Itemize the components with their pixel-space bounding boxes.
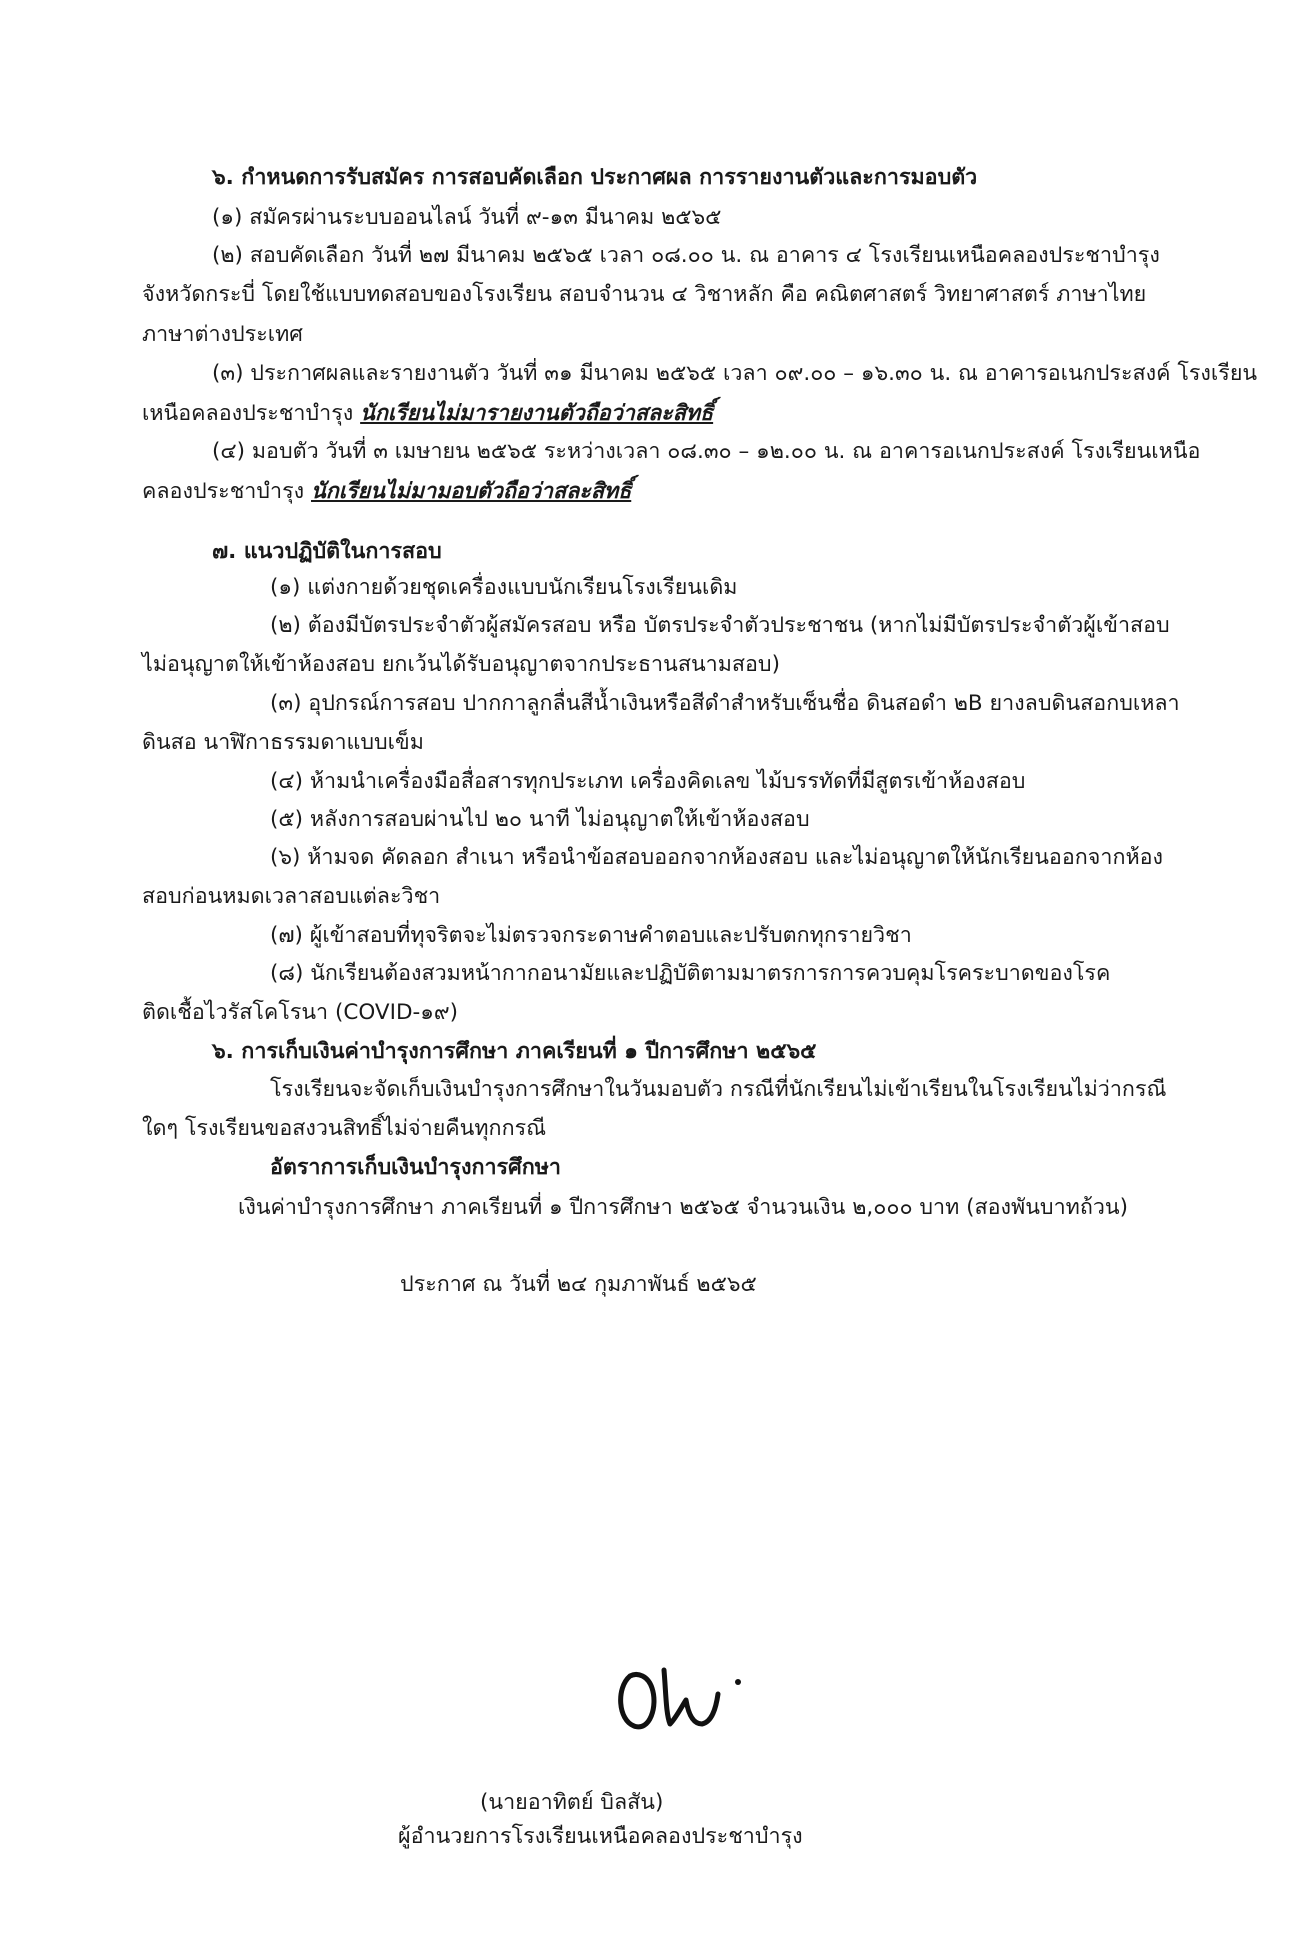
section7-rule7: (๗) ผู้เข้าสอบที่ทุจริตจะไม่ตรวจกระดาษคำตอบและปรับตกทุกรายวิชา	[270, 923, 912, 948]
section7-rule2-line2: ไม่อนุญาตให้เข้าห้องสอบ ยกเว้นได้รับอนุญาตจากประธานสนามสอบ)	[142, 652, 780, 677]
section6-item3-line1: (๓) ประกาศผลและรายงานตัว วันที่ ๓๑ มีนาคม ๒๕๖๕ เวลา ๐๙.๐๐ – ๑๖.๓๐ น. ณ อาคารอเนกประสงค์ โรงเรียน	[212, 361, 1258, 386]
section6-item2-line2: จังหวัดกระบี่ โดยใช้แบบทดสอบของโรงเรียน สอบจำนวน ๔ วิชาหลัก คือ คณิตศาสตร์ วิทยาศาสตร์ ภาษาไทย	[142, 282, 1147, 307]
signer-name: (นายอาทิตย์ บิลสัน)	[480, 1790, 664, 1815]
signature	[612, 1648, 782, 1748]
section7-rule8-line1: (๘) นักเรียนต้องสวมหน้ากากอนามัยและปฏิบัติตามมาตรการการควบคุมโรคระบาดของโรค	[270, 961, 1111, 986]
section6-item3-forfeit-note: นักเรียนไม่มารายงานตัวถือว่าสละสิทธิ์	[360, 401, 714, 426]
section7-rule8-line2: ติดเชื้อไวรัสโคโรนา (COVID-๑๙)	[142, 1000, 459, 1025]
section7-heading: ๗. แนวปฏิบัติในการสอบ	[212, 539, 442, 564]
section6-item2-line1: (๒) สอบคัดเลือก วันที่ ๒๗ มีนาคม ๒๕๖๕ เวลา ๐๘.๐๐ น. ณ อาคาร ๔ โรงเรียนเหนือคลองประชาบำรุง	[212, 243, 1160, 268]
section6-item2-line3: ภาษาต่างประเทศ	[142, 322, 303, 347]
fees-heading: ๖. การเก็บเงินค่าบำรุงการศึกษา ภาคเรียนที่ ๑ ปีการศึกษา ๒๕๖๕	[212, 1039, 817, 1064]
section6-item3-text: เหนือคลองประชาบำรุง	[142, 401, 354, 426]
signer-title: ผู้อำนวยการโรงเรียนเหนือคลองประชาบำรุง	[398, 1824, 803, 1849]
section7-rule3-line2: ดินสอ นาฬิกาธรรมดาแบบเข็ม	[142, 730, 424, 755]
section6-item4-forfeit-note: นักเรียนไม่มามอบตัวถือว่าสละสิทธิ์	[311, 479, 632, 504]
section6-item3-line2	[142, 399, 713, 429]
section7-rule5: (๕) หลังการสอบผ่านไป ๒๐ นาที ไม่อนุญาตให้เข้าห้องสอบ	[270, 807, 810, 832]
fees-rate-heading: อัตราการเก็บเงินบำรุงการศึกษา	[270, 1155, 562, 1180]
section7-rule2-line1: (๒) ต้องมีบัตรประจำตัวผู้สมัครสอบ หรือ บัตรประจำตัวประชาชน (หากไม่มีบัตรประจำตัวผู้เข้าสอบ	[270, 613, 1170, 638]
fees-paragraph-line1: โรงเรียนจะจัดเก็บเงินบำรุงการศึกษาในวันมอบตัว กรณีที่นักเรียนไม่เข้าเรียนในโรงเรียนไม่ว่ากรณี	[270, 1077, 1167, 1102]
section7-rule6-line2: สอบก่อนหมดเวลาสอบแต่ละวิชา	[142, 884, 441, 909]
fees-rate-line: เงินค่าบำรุงการศึกษา ภาคเรียนที่ ๑ ปีการศึกษา ๒๕๖๕ จำนวนเงิน ๒,๐๐๐ บาท (สองพันบาทถ้วน)	[238, 1195, 1128, 1220]
section7-rule1: (๑) แต่งกายด้วยชุดเครื่องแบบนักเรียนโรงเรียนเดิม	[270, 575, 738, 600]
section7-rule3-line1: (๓) อุปกรณ์การสอบ ปากกาลูกลื่นสีน้ำเงินหรือสีดำสำหรับเซ็นชื่อ ดินสอดำ ๒B ยางลบดินสอกบเหลา	[270, 691, 1180, 716]
section7-rule4: (๔) ห้ามนำเครื่องมือสื่อสารทุกประเภท เครื่องคิดเลข ไม้บรรทัดที่มีสูตรเข้าห้องสอบ	[270, 769, 1026, 794]
fees-paragraph-line2: ใดๆ โรงเรียนขอสงวนสิทธิ์ไม่จ่ายคืนทุกกรณี	[142, 1116, 547, 1141]
section7-rule6-line1: (๖) ห้ามจด คัดลอก สำเนา หรือนำข้อสอบออกจากห้องสอบ และไม่อนุญาตให้นักเรียนออกจากห้อง	[270, 845, 1164, 870]
section6-item4-line1: (๔) มอบตัว วันที่ ๓ เมษายน ๒๕๖๕ ระหว่างเวลา ๐๘.๓๐ – ๑๒.๐๐ น. ณ อาคารอเนกประสงค์ โรงเรียนเหนือ	[212, 439, 1201, 464]
section6-heading: ๖. กำหนดการรับสมัคร การสอบคัดเลือก ประกาศผล การรายงานตัวและการมอบตัว	[212, 165, 978, 190]
announcement-date: ประกาศ ณ วันที่ ๒๔ กุมภาพันธ์ ๒๕๖๕	[400, 1272, 757, 1297]
section6-item1: (๑) สมัครผ่านระบบออนไลน์ วันที่ ๙-๑๓ มีนาคม ๒๕๖๕	[212, 205, 722, 230]
section6-item4-line2	[142, 477, 631, 507]
section6-item4-text: คลองประชาบำรุง	[142, 479, 305, 504]
